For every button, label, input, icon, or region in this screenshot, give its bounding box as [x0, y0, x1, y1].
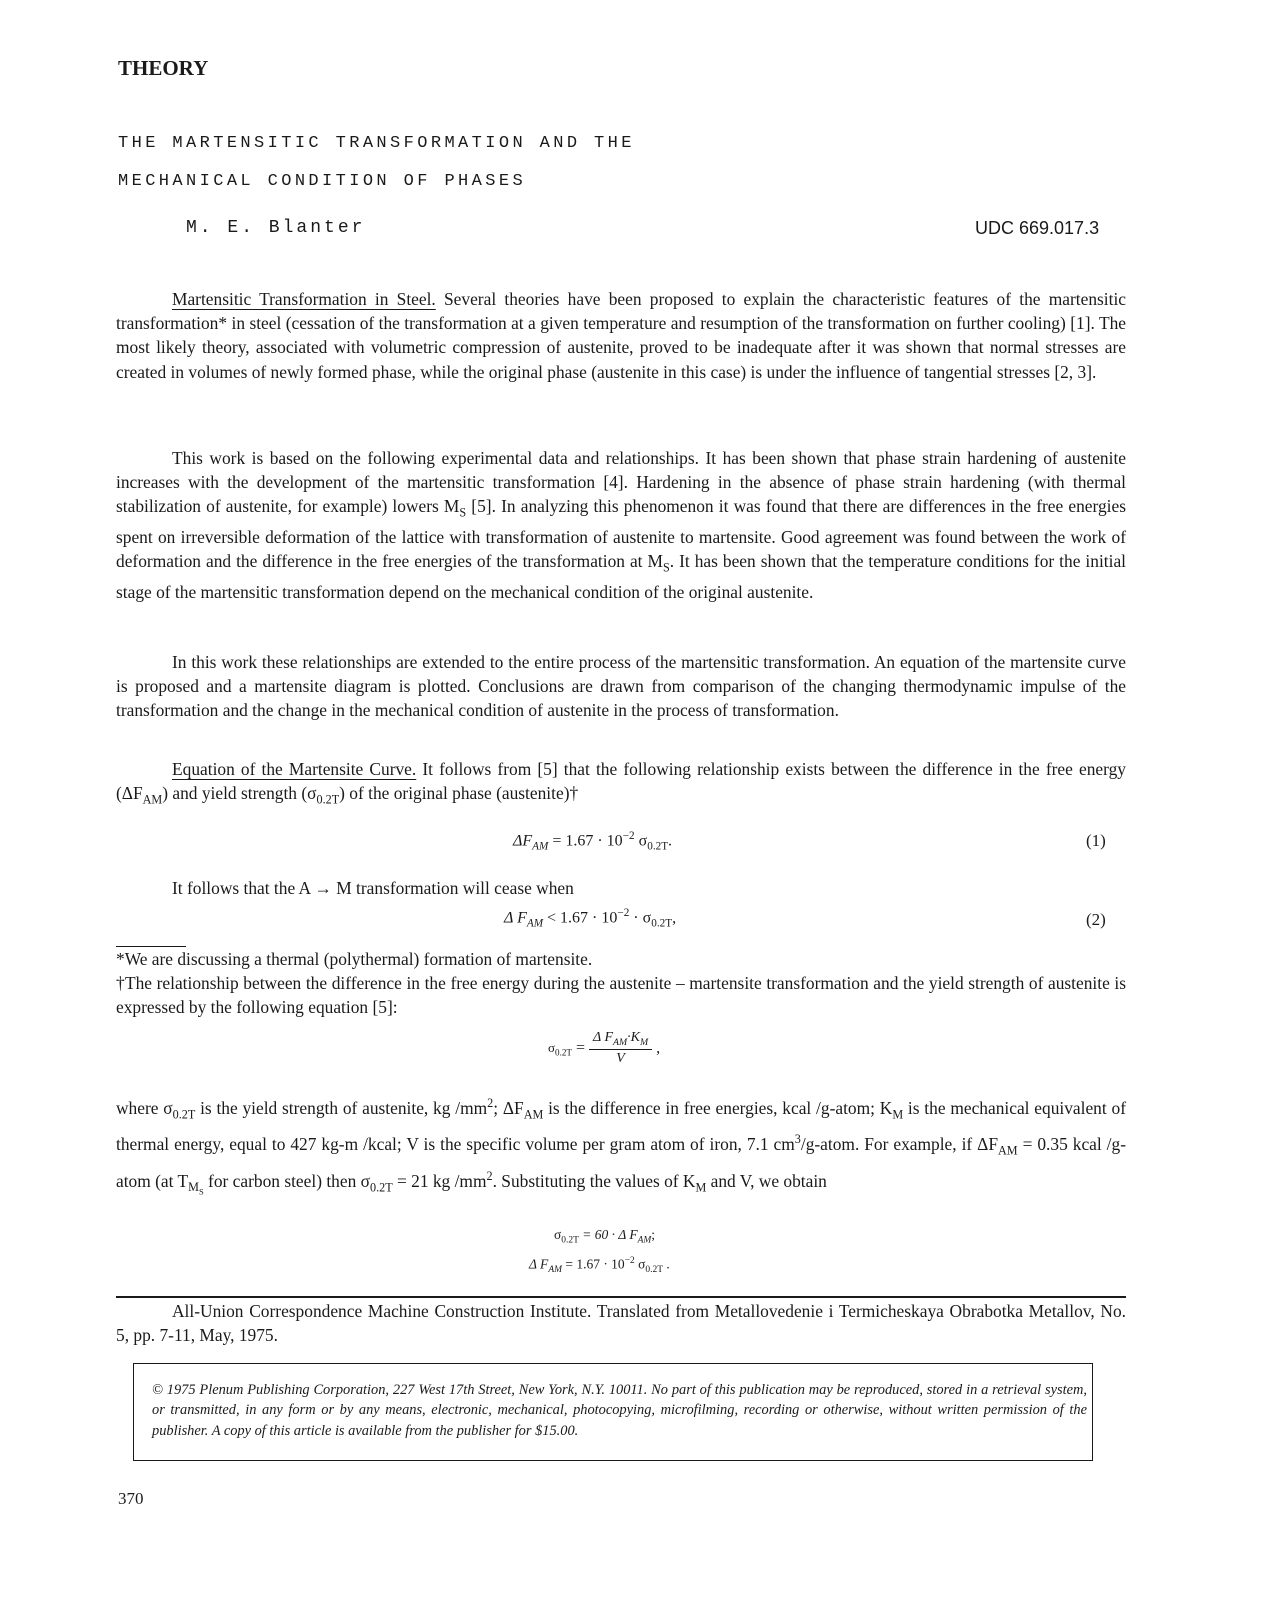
subscript: 0.2T: [651, 917, 673, 930]
equation-2-number: (2): [1086, 910, 1106, 929]
eq1-sigma: σ: [634, 832, 648, 850]
paragraph-2: [116, 446, 1126, 604]
fn3-text: where σ: [116, 1097, 173, 1118]
paragraph-1-text: Several theories have been proposed to explain the characteristic features of the martensitic transformation* in steel (cessation of the transformation at a given temperature and resumption of the transformation on further cooling) [1]. The most likely theory, associated with volumetric compression of austenite, proved to be inadequate after it was shown that normal stresses are created in volumes of newly formed phase, while the original phase (austenite in this case) is under the influence of tangential stresses [2, 3].: [116, 289, 1126, 382]
equation-1: [513, 830, 672, 853]
footnote-1: *We are discussing a thermal (polythermal) formation of martensite.: [116, 949, 593, 969]
affiliation-text: All-Union Correspondence Machine Construction Institute. Translated from Metallovedenie i Termicheskaya Obrabotka Metallov, No. 5, pp. 7-11, May, 1975.: [116, 1301, 1126, 1345]
subscript: 0.2T: [172, 1107, 196, 1122]
eq2-rhs: < 1.67 · 10: [543, 909, 618, 927]
subscript: 0.2T: [316, 792, 340, 807]
equation-5: [529, 1256, 670, 1275]
article-title-line-2: MECHANICAL CONDITION OF PHASES: [118, 172, 527, 191]
superscript: −2: [617, 907, 630, 919]
fn3-text: = 0.35 kcal /g-atom (at T: [116, 1134, 1126, 1191]
subscript: 0.2T: [561, 1235, 579, 1246]
subscript: M: [695, 1179, 707, 1194]
author: M. E. Blanter: [186, 218, 366, 238]
subscript: M: [892, 1107, 904, 1122]
fn3-text: is the yield strength of austenite, kg /mm: [195, 1097, 488, 1118]
subscript: S: [459, 505, 467, 520]
footnote-2: †The relationship between the difference in the free energy during the austenite – martensite transformation and the yield strength of austenite is expressed by the following equation [5]:: [116, 973, 1126, 1018]
eq3-denominator: V: [616, 1050, 625, 1066]
paragraph-2-text-c: . It has been shown that the temperature conditions for the initial stage of the martensitic transformation depend on the mechanical condition of the original austenite.: [116, 551, 1126, 602]
footnote-3: [116, 1091, 1126, 1204]
paragraph-1: [116, 287, 1126, 384]
eq4-rhs: = 60 · Δ F: [578, 1227, 638, 1242]
fn3-text: = 21 kg /mm: [392, 1170, 487, 1191]
eq3-end: ,: [652, 1039, 661, 1057]
subscript: AM: [613, 1036, 628, 1048]
article-title-line-1: THE MARTENSITIC TRANSFORMATION AND THE: [118, 134, 635, 153]
eq2-end: ,: [672, 909, 677, 927]
paragraph-2-text-b: [5]. In analyzing this phenomenon it was found that there are differences in the free energies spent on irreversible deformation of the lattice with transformation of austenite to martensite. Good agreement was found between the work of deformation and the difference in the free energies of the transformation at M: [116, 496, 1126, 572]
subscript: AM: [532, 840, 549, 853]
eq5-lhs: Δ F: [529, 1256, 549, 1272]
subscript: 0.2T: [645, 1265, 663, 1276]
eq1-rhs: = 1.67 · 10: [548, 832, 623, 850]
superscript: −2: [622, 830, 635, 842]
eq2-sigma: · σ: [629, 909, 652, 927]
subscript: [188, 1179, 204, 1197]
affiliation-divider: [116, 1296, 1126, 1298]
subscript-text: M: [188, 1179, 199, 1194]
equation-2: [504, 907, 676, 930]
eq3-fraction: [589, 1030, 652, 1067]
superscript: 3: [794, 1132, 801, 1147]
fn3-text: is the difference in free energies, kcal /g-atom; K: [543, 1097, 893, 1118]
eq3-equals: =: [571, 1039, 589, 1057]
subscript: 0.2T: [370, 1179, 393, 1194]
equation-1-number: (1): [1086, 831, 1106, 850]
fn3-text: . Substituting the values of K: [492, 1170, 696, 1191]
eq3-num-text: Δ F: [592, 1030, 613, 1045]
eq5-rhs: = 1.67 · 10: [561, 1256, 625, 1272]
eq4-end: ;: [651, 1227, 656, 1242]
paragraph-2-text-a: This work is based on the following experimental data and relationships. It has been shown that phase strain hardening of austenite increases with the development of the martensitic transformation [4]. Hardening in the absence of phase strain hardening (with thermal stabilization of austenite, for example) lowers M: [116, 448, 1126, 517]
superscript: 2: [486, 1168, 493, 1183]
udc-code: UDC 669.017.3: [975, 218, 1100, 238]
eq1-end: .: [668, 832, 673, 850]
fn3-text: ; ΔF: [493, 1097, 524, 1118]
eq4-sigma: σ: [554, 1227, 562, 1242]
equation-3: [548, 1030, 660, 1067]
section-label: THEORY: [118, 56, 209, 80]
page-number: 370: [118, 1489, 144, 1508]
superscript: 2: [487, 1096, 494, 1110]
paragraph-3-text: In this work these relationships are extended to the entire process of the martensitic transformation. An equation of the martensite curve is proposed and a martensite diagram is plotted. Conclusions are drawn from comparison of the changing thermodynamic impulse of the transformation and the change in the mechanical condition of austenite in the process of transformation.: [116, 652, 1126, 721]
eq1-lhs: ΔF: [513, 832, 533, 850]
subscript: AM: [548, 1265, 562, 1276]
paragraph-4-heading: Equation of the Martensite Curve.: [172, 759, 417, 779]
fn3-text: is the mechanical equivalent of thermal energy, equal to 427 kg-m /kcal; V is the specific volume per gram atom of iron, 7.1 cm: [116, 1097, 1126, 1155]
equation-4: [554, 1227, 655, 1246]
sub-subscript: S: [198, 1186, 204, 1197]
paragraph-4-text-a: It follows from [5] that the following relationship exists between the difference in the free energy (ΔF: [116, 759, 1126, 804]
subscript: M: [640, 1036, 649, 1048]
paragraph-3: [116, 650, 1126, 723]
fn3-text: and V, we obtain: [706, 1170, 827, 1191]
subscript: AM: [526, 917, 544, 930]
subscript: AM: [523, 1107, 544, 1122]
eq5-sigma: σ: [634, 1256, 646, 1272]
subscript: S: [662, 560, 670, 575]
subscript: AM: [637, 1235, 652, 1246]
subscript: AM: [142, 792, 163, 807]
subscript: 0.2T: [555, 1047, 572, 1058]
subscript: 0.2T: [647, 840, 669, 853]
copyright-notice: © 1975 Plenum Publishing Corporation, 227 West 17th Street, New York, N.Y. 10011. No part of this publication may be reproduced, stored in a retrieval system, or transmitted, in any form or by any means, electronic, mechanical, photocopying, microfilming, recording or otherwise, without written permission of the publisher. A copy of this article is available from the publisher for $15.00.: [152, 1382, 1087, 1439]
eq3-num-k: ·K: [627, 1030, 640, 1045]
paragraph-1-heading: Martensitic Transformation in Steel.: [172, 289, 436, 309]
superscript: −2: [624, 1256, 635, 1266]
subscript: AM: [998, 1143, 1018, 1158]
paragraph-4-text-c: ) of the original phase (austenite)†: [339, 783, 579, 804]
paragraph-4-text-b: ) and yield strength (σ: [162, 783, 317, 804]
paragraph-4: [116, 757, 1126, 812]
eq5-end: .: [662, 1256, 670, 1272]
eq2-lhs: Δ F: [504, 909, 527, 927]
paragraph-5: [116, 876, 1126, 900]
fn3-text: for carbon steel) then σ: [203, 1170, 370, 1191]
fn3-text: /g-atom. For example, if ΔF: [800, 1134, 999, 1155]
affiliation-note: [116, 1299, 1126, 1347]
paragraph-5-text: It follows that the A → M transformation will cease when: [172, 878, 574, 898]
eq3-lhs: σ: [548, 1039, 556, 1055]
eq3-numerator: [589, 1030, 652, 1050]
